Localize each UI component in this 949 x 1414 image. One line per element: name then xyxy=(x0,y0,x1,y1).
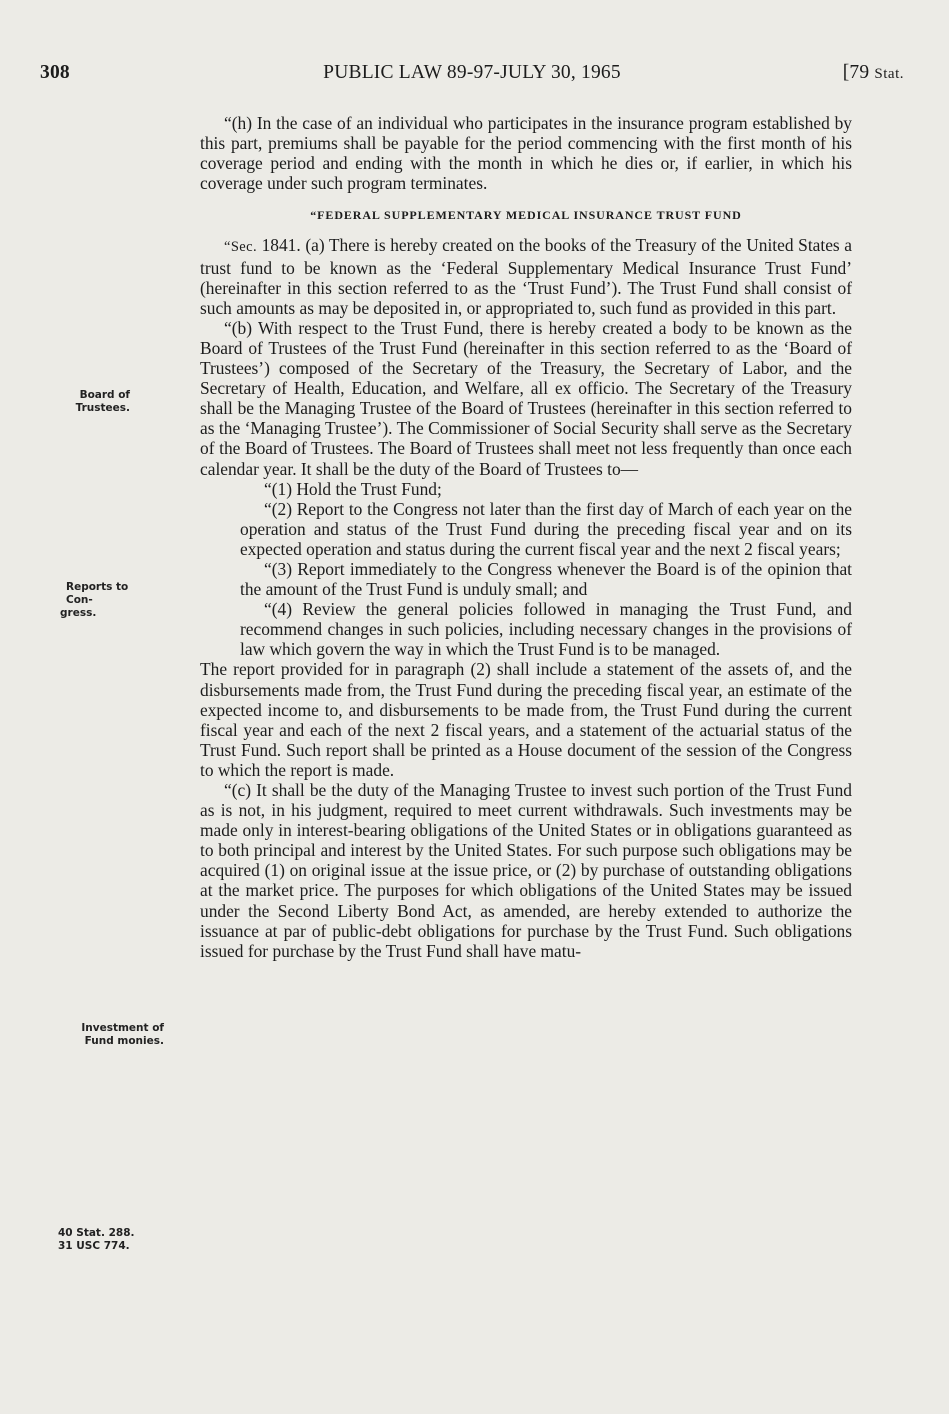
volume-bracket: [79 xyxy=(842,62,875,83)
margin-note-reports-to-congress: Reports to Con- gress. xyxy=(60,581,129,619)
section-heading: “FEDERAL SUPPLEMENTARY MEDICAL INSURANCE TRUST FUND xyxy=(310,208,742,223)
page-number: 308 xyxy=(40,62,70,83)
paragraph-c: “(c) It shall be the duty of the Managing Trustee to invest such portion of the Trust Fund as is not, in his judgment, required to meet current withdrawals. Such investments may be made only in interest-bearing obligations of the United States or in obligations guaranteed as to both principal and interest by the United States. For such purpose such obligations may be acquired (1) on original issue at the issue price, or (2) by purchase of outstanding obligations at the market price. The purposes for which obligations of the United States may be issued under the Second Liberty Bond Act, as amended, are hereby extended to authorize the issuance at par of public-debt obligations for purchase by the Trust Fund. Such obligations issued for purchase by the Trust Fund shall have matu- xyxy=(200,780,852,961)
paragraph-b: “(b) With respect to the Trust Fund, there is hereby created a body to be known as the Board of Trustees of the Trust Fund (hereinafter in this section referred to as the ‘Board of Trustees’) composed of the Secretary of the Treasury, the Secretary of Labor, and the Secretary of Health, Education, and Welfare, all ex officio. The Secretary of the Treasury shall be the Managing Trustee of the Board of Trustees (hereinafter in this section referred to as the ‘Managing Trustee’). The Commissioner of Social Security shall serve as the Secretary of the Board of Trustees. The Board of Trustees shall meet not less frequently than once each calendar year. It shall be the duty of the Board of Trustees to— xyxy=(200,317,852,479)
list-item-3: “(3) Report immediately to the Congress whenever the Board is of the opinion that the amount of the Trust Fund is unduly small; and xyxy=(240,558,852,600)
report-paragraph: The report provided for in paragraph (2) shall include a statement of the assets of, and the disbursements made from, the Trust Fund during the preceding fiscal year, an estimate of the expected income to, and disbursements to be made from, the Trust Fund during the current fiscal year and each of the next 2 fiscal years, and a statement of the actuarial status of the Trust Fund. Such report shall be printed as a House document of the session of the Congress to which the report is made. xyxy=(200,659,852,780)
list-item-1: “(1) Hold the Trust Fund; xyxy=(264,478,442,499)
margin-note-board-of-trustees: Board of Trustees. xyxy=(75,389,130,414)
volume-stat: Stat. xyxy=(874,66,904,82)
paragraph-h: “(h) In the case of an individual who participates in the insurance program established by this part, premiums shall be payable for the period commencing with the first month of his coverage period and ending with the month in which he dies or, if earlier, in which his coverage under such program terminates. xyxy=(200,113,852,194)
section-prefix: “Sec. xyxy=(224,239,257,256)
body-text xyxy=(200,113,852,961)
section-1841-a-text: 1841. (a) There is hereby created on the books of the Treasury of the United States a trust fund to be known as the ‘Federal Supplementary Medical Insurance Trust Fund’ (hereinafter in this section referred to as the ‘Trust Fund’). The Trust Fund shall consist of such amounts as may be deposited in, or appropriated to, such fund as provided in this part. xyxy=(200,235,852,318)
list-item-4: “(4) Review the general policies followed in managing the Trust Fund, and recommend changes in such policies, including necessary changes in the provisions of law which govern the way in which the Trust Fund is to be managed. xyxy=(240,599,852,660)
section-1841-a xyxy=(200,235,852,317)
page-header xyxy=(40,62,904,90)
running-title: PUBLIC LAW 89-97-JULY 30, 1965 xyxy=(323,62,621,83)
list-item-2: “(2) Report to the Congress not later than the first day of March of each year on the operation and status of the Trust Fund during the preceding fiscal year and on its expected operation and status during the current fiscal year and the next 2 fiscal years; xyxy=(240,498,852,559)
volume-reference xyxy=(843,62,904,84)
margin-note-statute-citation: 40 Stat. 288. 31 USC 774. xyxy=(58,1227,135,1252)
margin-note-investment: Investment of Fund monies. xyxy=(81,1022,164,1047)
